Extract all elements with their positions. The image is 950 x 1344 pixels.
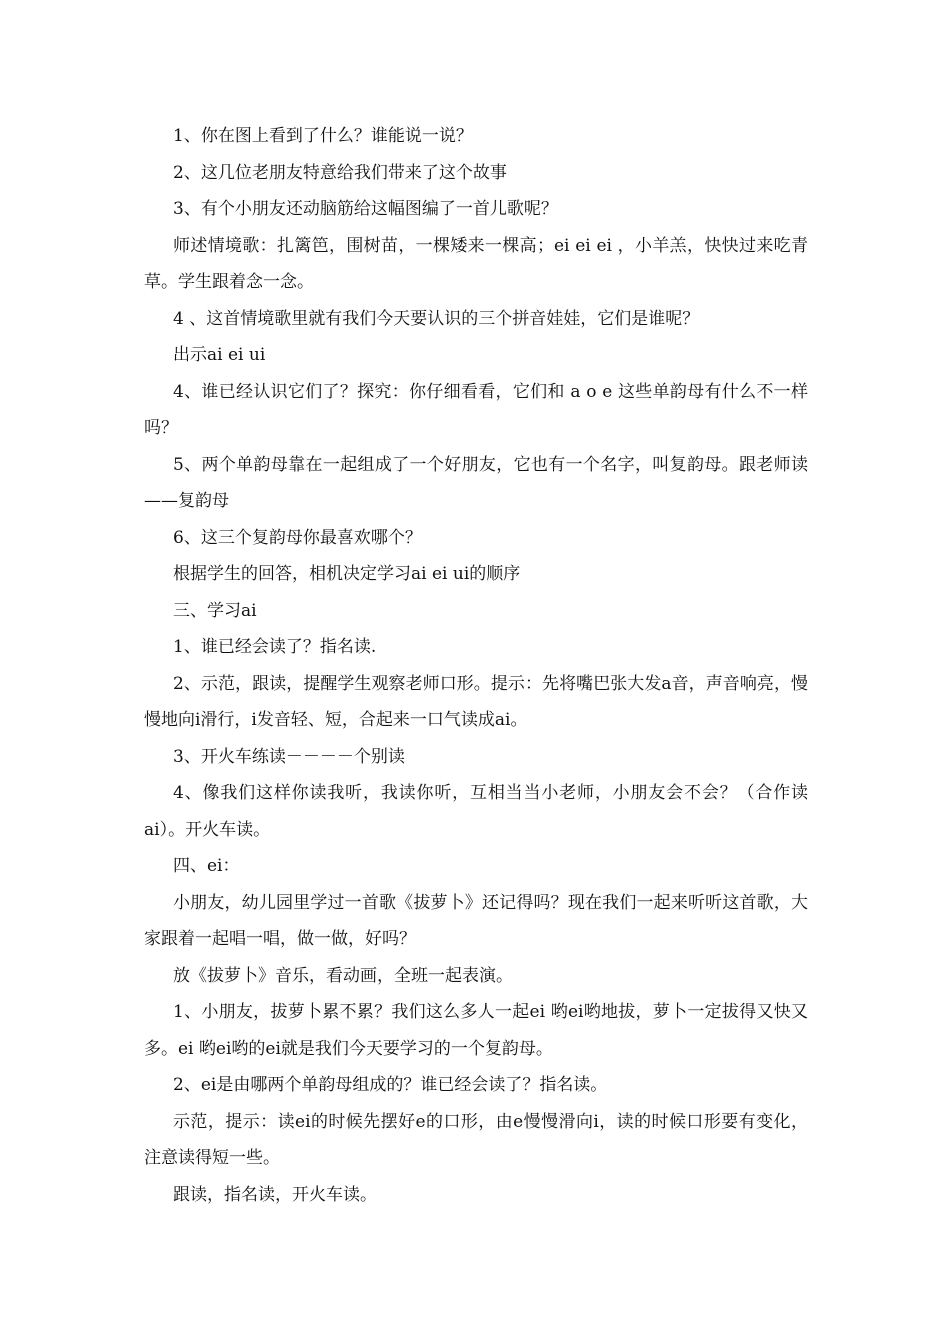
document-page: [144, 118, 808, 1213]
paragraph: 根据学生的回答，相机决定学习ai ei ui的顺序: [173, 564, 521, 584]
paragraph: 2、这几位老朋友特意给我们带来了这个故事: [173, 162, 507, 183]
paragraph: 放《拔萝卜》音乐，看动画，全班一起表演。: [173, 965, 513, 986]
paragraph: 1、谁已经会读了？指名读.: [173, 637, 377, 657]
paragraph: 2、ei是由哪两个单韵母组成的？谁已经会读了？指名读。: [173, 1075, 608, 1095]
paragraph: 小朋友，幼儿园里学过一首歌《拔萝卜》还记得吗？现在我们一起来听听这首歌，大家跟着一起唱一唱，做一做，好吗？: [144, 892, 808, 949]
paragraph: 3、有个小朋友还动脑筋给这幅图编了一首儿歌呢？: [173, 199, 558, 219]
paragraph: 4、谁已经认识它们了？探究：你仔细看看，它们和 a o e 这些单韵母有什么不一样吗？: [144, 381, 808, 438]
paragraph: 3、开火车练读－－－－个别读: [173, 746, 405, 767]
paragraph: 4、像我们这样你读我听，我读你听，互相当当小老师，小朋友会不会？（合作读ai）。开火车读。: [144, 783, 808, 840]
paragraph: 出示ai ei ui: [173, 345, 266, 365]
paragraph: 1、你在图上看到了什么？谁能说一说？: [173, 126, 473, 146]
paragraph: 6、这三个复韵母你最喜欢哪个？: [173, 527, 422, 548]
paragraph: 1、小朋友，拔萝卜累不累？我们这么多人一起ei 哟ei哟地拔，萝卜一定拔得又快又多。ei 哟ei哟的ei就是我们今天要学习的一个复韵母。: [144, 1002, 808, 1059]
paragraph: 4 、这首情境歌里就有我们今天要认识的三个拼音娃娃，它们是谁呢？: [173, 308, 700, 329]
paragraph: 5、两个单韵母靠在一起组成了一个好朋友，它也有一个名字，叫复韵母。跟老师读——复韵母: [144, 454, 808, 511]
paragraph: 跟读，指名读，开火车读。: [173, 1184, 377, 1205]
paragraph: 示范，提示：读ei的时候先摆好e的口形，由e慢慢滑向i，读的时候口形要有变化，注意读得短一些。: [144, 1111, 808, 1168]
section-heading: 三、学习ai: [173, 600, 257, 621]
paragraph: 师述情境歌：扎篱笆，围树苗，一棵矮来一棵高；ei ei ei ，小羊羔，快快过来吃青草。学生跟着念一念。: [144, 235, 808, 292]
section-heading: 四、ei：: [173, 856, 240, 876]
paragraph: 2、示范，跟读，提醒学生观察老师口形。提示：先将嘴巴张大发a音，声音响亮，慢慢地向i滑行，i发音轻、短，合起来一口气读成ai。: [144, 673, 808, 730]
